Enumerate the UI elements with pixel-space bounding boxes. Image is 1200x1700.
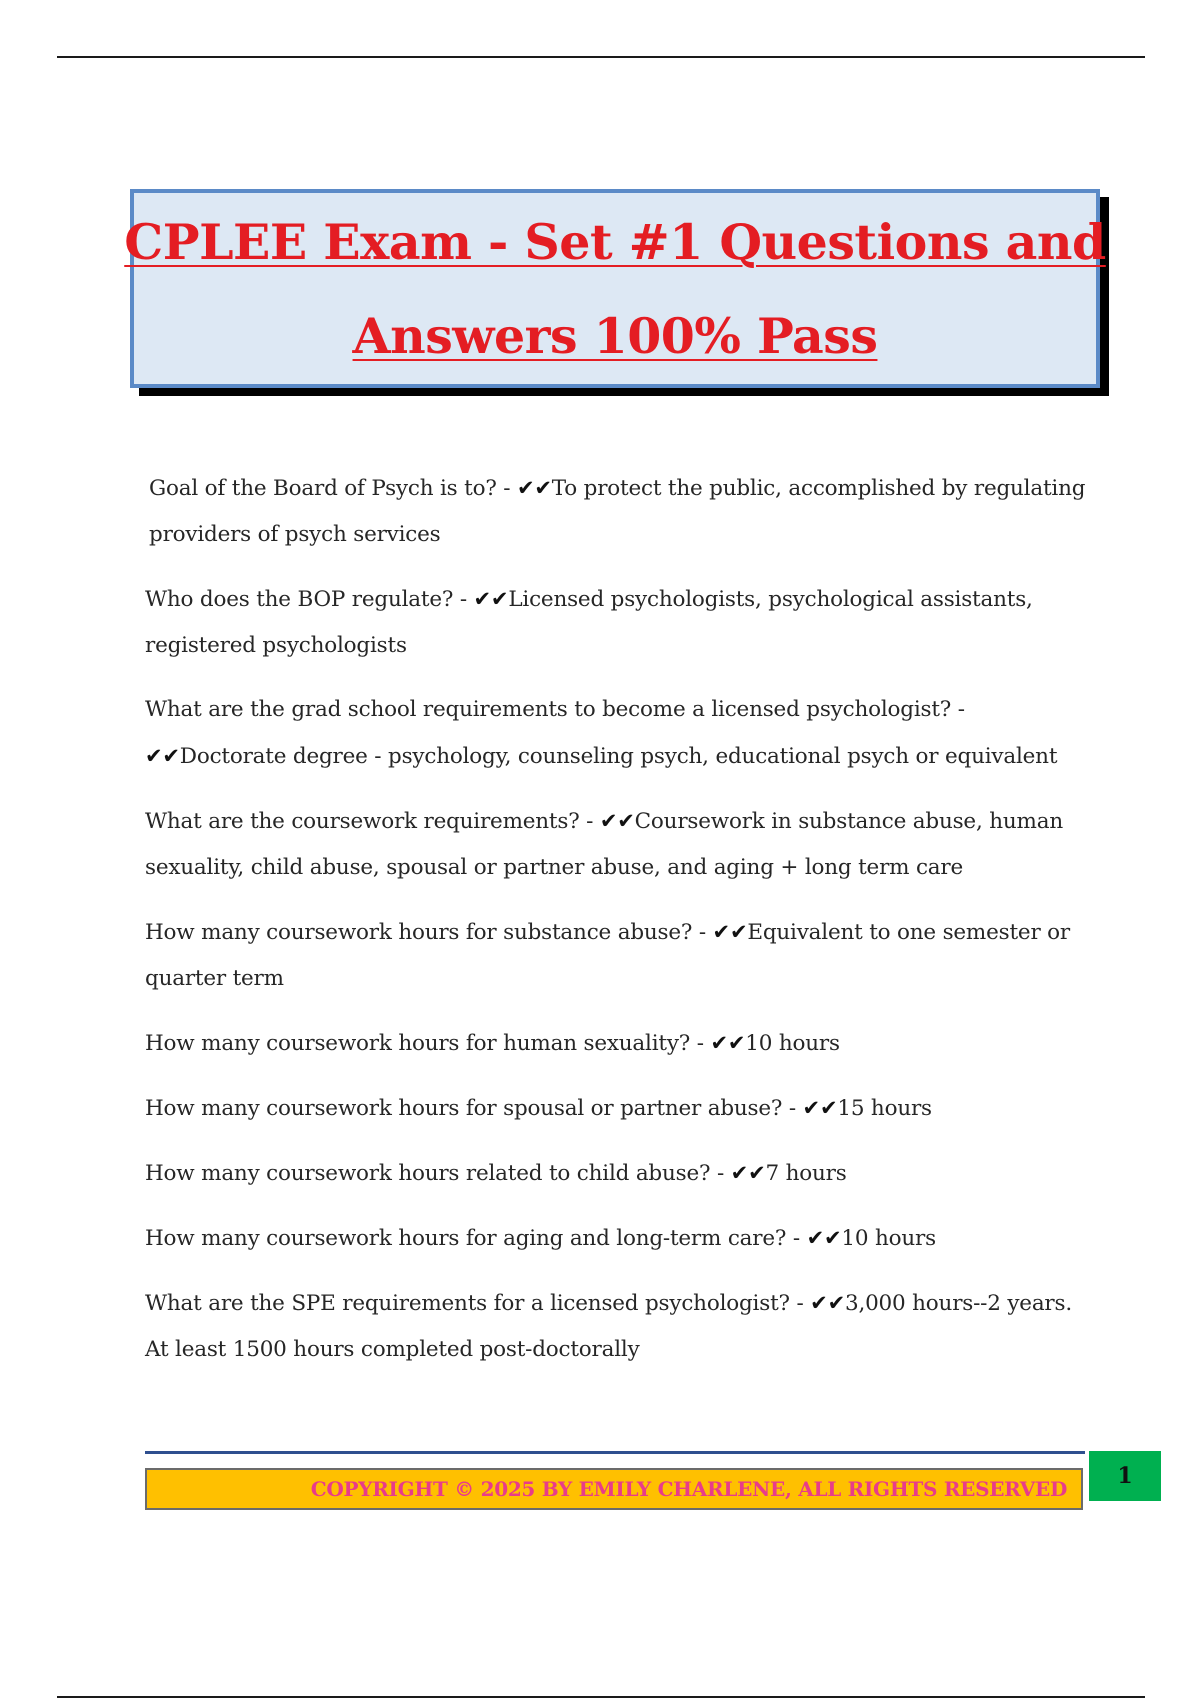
double-check-icon: ✔✔ — [599, 809, 635, 833]
qa-answer: Coursework in substance abuse, human sexuality, child abuse, spousal or partner abuse, and aging + long term care — [145, 809, 1063, 880]
qa-item — [145, 1020, 1095, 1067]
qa-answer: 15 hours — [837, 1096, 932, 1121]
qa-question: Goal of the Board of Psych is to? - — [149, 476, 517, 501]
qa-answer: Licensed psychologists, psychological assistants, registered psychologists — [145, 587, 1033, 658]
qa-item — [145, 687, 1095, 780]
qa-answer: 7 hours — [765, 1161, 847, 1186]
page-title-line-2: Answers 100% Pass — [352, 306, 878, 365]
double-check-icon: ✔✔ — [516, 476, 552, 500]
qa-item — [145, 1215, 1095, 1262]
copyright-notice: COPYRIGHT © 2025 BY EMILY CHARLENE, ALL RIGHTS RESERVED — [310, 1477, 1067, 1501]
page-title-line-1: CPLEE Exam - Set #1 Questions and — [124, 212, 1106, 271]
title-box — [124, 189, 1106, 388]
qa-answer: Equivalent to one semester or quarter term — [145, 920, 1070, 991]
qa-item — [145, 576, 1095, 669]
double-check-icon: ✔✔ — [145, 744, 180, 768]
qa-answer: 10 hours — [841, 1226, 936, 1251]
double-check-icon: ✔✔ — [712, 920, 748, 944]
qa-item — [145, 798, 1095, 891]
qa-item — [145, 465, 1095, 558]
qa-question: How many coursework hours for aging and long-term care? - — [145, 1226, 807, 1251]
qa-question: How many coursework hours for spousal or partner abuse? - — [145, 1096, 803, 1121]
qa-answer: 3,000 hours--2 years. At least 1500 hours completed post-doctorally — [145, 1291, 1072, 1362]
qa-question: How many coursework hours related to child abuse? - — [145, 1161, 731, 1186]
qa-answer: To protect the public, accomplished by regulating providers of psych services — [149, 476, 1086, 547]
qa-answer: Doctorate degree - psychology, counseling psych, educational psych or equivalent — [179, 744, 1058, 769]
qa-item — [145, 1150, 1095, 1197]
top-rule — [57, 56, 1145, 58]
qa-question: What are the SPE requirements for a licensed psychologist? - — [145, 1291, 811, 1316]
double-check-icon: ✔✔ — [810, 1291, 845, 1315]
qa-item — [145, 909, 1095, 1002]
page-number: 1 — [1089, 1451, 1161, 1501]
qa-answer: 10 hours — [745, 1031, 840, 1056]
qa-question: What are the grad school requirements to become a licensed psychologist? - — [145, 697, 965, 722]
qa-question: What are the coursework requirements? - — [145, 809, 600, 834]
qa-question: How many coursework hours for substance abuse? - — [145, 920, 713, 945]
double-check-icon: ✔✔ — [710, 1031, 746, 1055]
footer-rule — [145, 1451, 1085, 1454]
qa-question: How many coursework hours for human sexuality? - — [145, 1031, 711, 1056]
qa-question: Who does the BOP regulate? - — [145, 587, 474, 612]
qa-item — [145, 1085, 1095, 1132]
double-check-icon: ✔✔ — [802, 1096, 838, 1120]
double-check-icon: ✔✔ — [806, 1226, 842, 1250]
footer-band — [145, 1468, 1083, 1510]
qa-list — [145, 465, 1095, 1391]
bottom-rule — [57, 1696, 1145, 1698]
double-check-icon: ✔✔ — [473, 587, 509, 611]
qa-item — [145, 1280, 1095, 1373]
double-check-icon: ✔✔ — [730, 1161, 766, 1185]
